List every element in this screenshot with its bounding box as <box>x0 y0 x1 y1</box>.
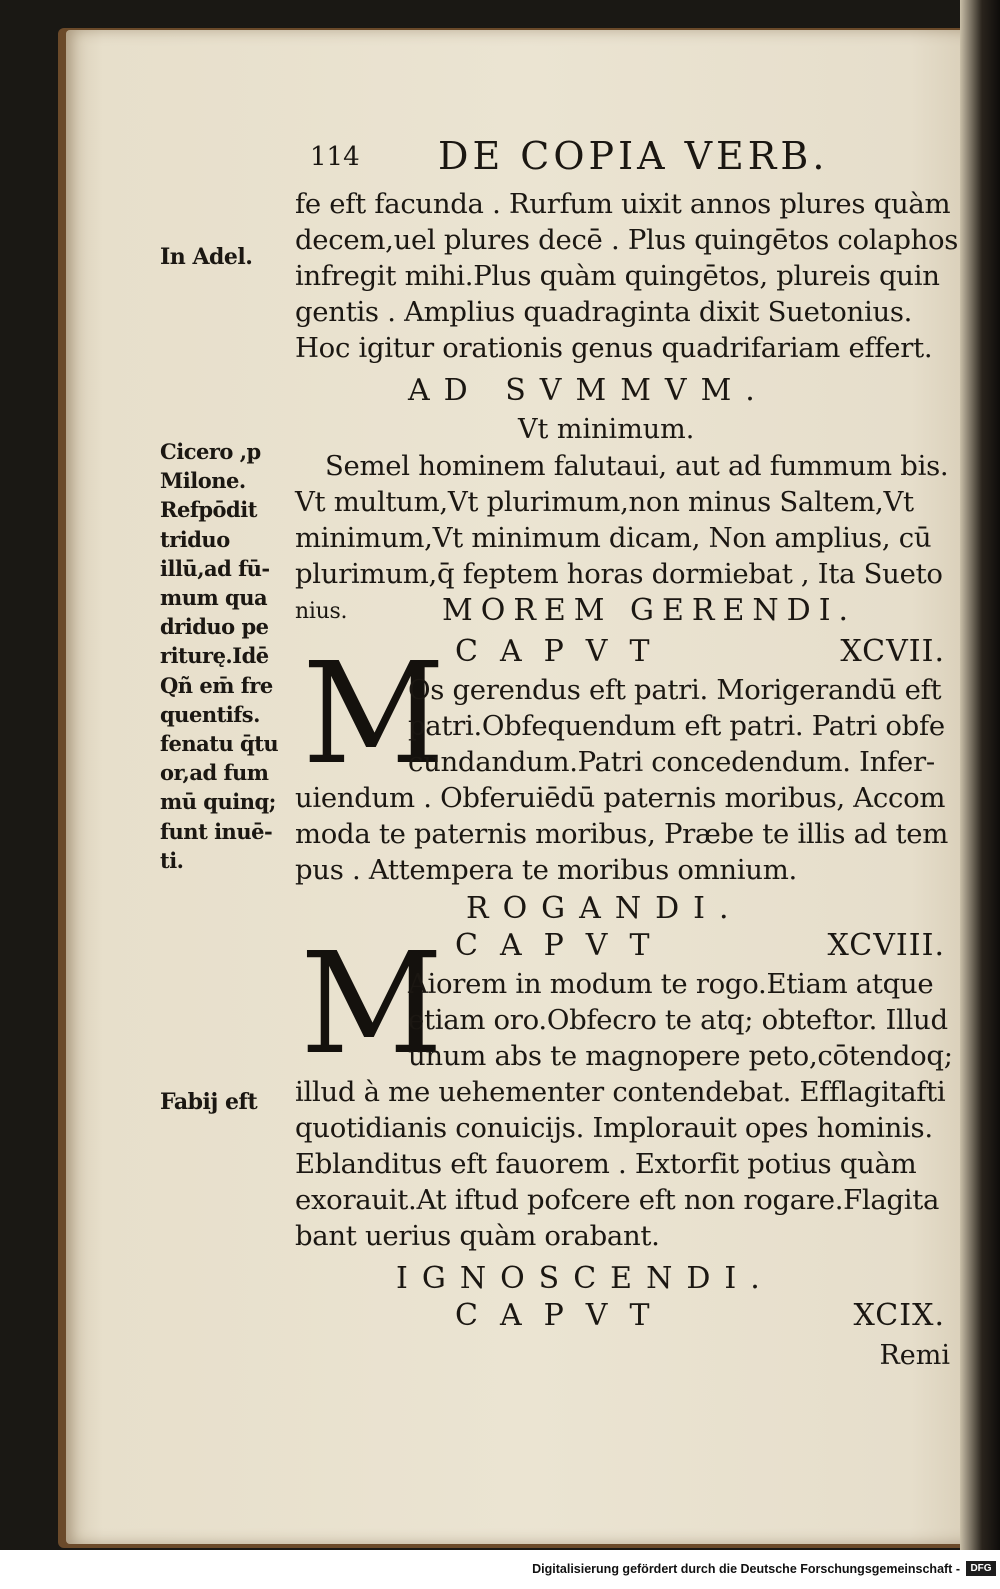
text-line: uiendum . Obferuiēdū paternis moribus, Accom <box>295 782 946 814</box>
margin-note-line: fenatu q̄tu <box>160 731 279 757</box>
text-line: pus . Attempera te moribus omnium. <box>295 854 797 886</box>
text-line: unum abs te magnopere peto,cōtendoq; <box>408 1040 953 1072</box>
margin-note-cicero <box>160 437 278 875</box>
text-line: illud à me uehementer contendebat. Efflagitafti <box>295 1076 946 1108</box>
margin-note-line: Milone. <box>160 468 246 494</box>
text-line: quotidianis conuicijs. Implorauit opes hominis. <box>295 1112 933 1144</box>
text-line: fe eft facunda . Rurfum uixit annos plures quàm <box>295 188 951 220</box>
text-line: Os gerendus eft patri. Morigerandū eft <box>408 674 942 706</box>
digitization-footer <box>0 1550 1000 1589</box>
text-line: Aiorem in modum te rogo.Etiam atque <box>408 968 934 1000</box>
margin-note-line: ti. <box>160 847 184 873</box>
text-line: cundandum.Patri concedendum. Infer- <box>408 746 935 778</box>
page-number: 114 <box>310 142 360 172</box>
running-title: DE COPIA VERB. <box>438 134 829 178</box>
margin-note-line: Cicero ,p <box>160 439 261 464</box>
margin-note-line: or,ad fum <box>160 760 269 786</box>
text-line: Hoc igitur orationis genus quadrifariam effert. <box>295 332 933 364</box>
chapter-number: XCVIII. <box>827 928 945 963</box>
text-line: Vt multum,Vt plurimum,non minus Saltem,Vt <box>295 486 914 518</box>
drop-cap-m: M <box>300 923 444 1086</box>
text-line: minimum,Vt minimum dicam, Non amplius, cū <box>295 522 932 554</box>
margin-note-adel <box>160 243 252 271</box>
margin-note-line: mum qua <box>160 585 268 611</box>
drop-cap-m: M <box>302 633 446 796</box>
margin-note-line: Refpōdit <box>160 497 257 523</box>
dfg-logo: DFG <box>966 1561 996 1576</box>
text-line: etiam oro.Obfecro te atq; obteftor. Illud <box>408 1004 948 1036</box>
margin-note-line: In Adel. <box>160 244 253 270</box>
margin-note-fabij <box>160 1088 257 1116</box>
caput-word: CAPVT <box>455 1298 672 1333</box>
caput-xcix <box>295 1296 955 1336</box>
margin-note-line: triduo <box>160 526 230 552</box>
section-heading-ad-summum: AD SVMMVM. <box>408 373 769 408</box>
text-line: exorauit.At iftud pofcere eft non rogare.Flagita <box>295 1184 940 1216</box>
text-line: infregit mihi.Plus quàm quingētos, plureis quin <box>295 260 940 292</box>
margin-note-line: funt inuē- <box>160 818 273 844</box>
page-gutter <box>960 0 1000 1550</box>
subheading-vt-minimum: Vt minimum. <box>518 414 695 445</box>
chapter-number: XCVII. <box>840 634 945 669</box>
text-line: patri.Obfequendum eft patri. Patri obfe <box>408 710 945 742</box>
text-line: nius. <box>295 599 348 624</box>
text-line: Eblanditus eft fauorem . Extorfit potius quàm <box>295 1148 917 1180</box>
catchword: Remi <box>879 1340 950 1371</box>
text-line: Semel hominem falutaui, aut ad fummum bis. <box>325 450 949 482</box>
text-line: plurimum,q̄ feptem horas dormiebat , Ita Sueto <box>295 558 943 590</box>
margin-note-line: quentifs. <box>160 701 260 727</box>
margin-note-line: Fabij eft <box>160 1089 258 1115</box>
section-heading-rogandi: ROGANDI. <box>466 891 743 926</box>
margin-note-line: riturę.Idē <box>160 643 269 669</box>
margin-note-line: mū quinq; <box>160 789 276 815</box>
text-line: gentis . Amplius quadraginta dixit Suetonius. <box>295 296 913 328</box>
funding-credit: Digitalisierung gefördert durch die Deutsche Forschungsgemeinschaft - <box>532 1562 960 1576</box>
running-head <box>300 134 960 184</box>
caput-word: CAPVT <box>455 928 672 963</box>
section-heading-ignoscendi: IGNOSCENDI. <box>396 1261 774 1296</box>
caput-word: CAPVT <box>455 634 672 669</box>
chapter-number: XCIX. <box>853 1298 945 1333</box>
section-heading-morem-gerendi: MOREM GERENDI. <box>442 593 857 628</box>
text-line: bant uerius quàm orabant. <box>295 1220 660 1252</box>
margin-note-line: driduo pe <box>160 614 269 640</box>
text-line: moda te paternis moribus, Præbe te illis ad tem <box>295 818 949 850</box>
text-line: decem,uel plures decē . Plus quingētos colaphos <box>295 224 959 256</box>
margin-note-line: illū,ad fū- <box>160 555 270 581</box>
margin-note-line: Qñ em̄ fre <box>160 672 273 698</box>
